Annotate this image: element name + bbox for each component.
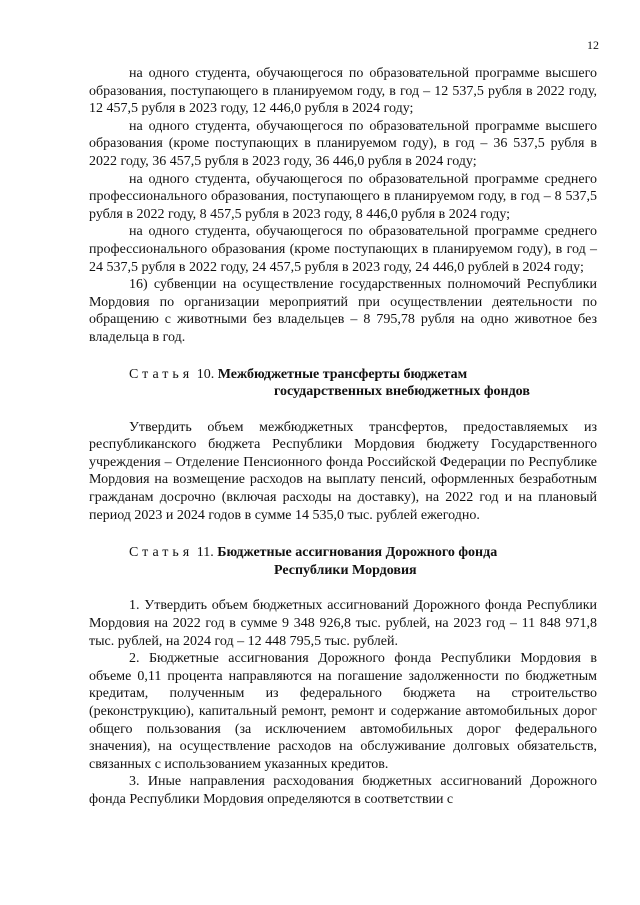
article-10-text: Утвердить объем межбюджетных трансфертов, предоставляемых из республиканского бюджета Республики Мордовия бюджету Государственного учреждения – Отделение Пенсионного фонда Российской Федерации по Республике Мордовия на возмещение расходов на выплату пенсий, оформленных безработным гражданам досрочно (включая расходы на доставку), на 2022 год и на плановый период 2023 и 2024 годов в сумме 14 535,0 тыс. рублей ежегодно. (89, 419, 597, 523)
article-11-title-line2: Республики Мордовия (274, 562, 417, 578)
article-11-item-3: 3. Иные направления расходования бюджетных ассигнований Дорожного фонда Республики Мордовия определяются в соответствии с (89, 774, 597, 807)
article-10-label: Статья (129, 366, 194, 382)
article-11-heading (89, 544, 597, 579)
article-11-number: 11. (196, 545, 214, 561)
paragraph-student-higher-continuing: на одного студента, обучающегося по образовательной программе высшего образования (кроме поступающих в планируемом году), в год – 36 537,5 рубля в 2022 году, 36 457,5 рубля в 2023 году, 36 446,0 рубля в 2024 году; (89, 118, 597, 169)
document-body (89, 65, 597, 809)
article-10-number: 10. (196, 366, 215, 382)
page-number: 12 (587, 38, 599, 52)
paragraph-student-higher-new: на одного студента, обучающегося по образовательной программе высшего образования, поступающего в планируемом году, в год – 12 537,5 рубля в 2022 году, 12 457,5 рубля в 2023 году, 12 446,0 рубля в 2024 году; (89, 66, 597, 117)
article-11-title-line1: Бюджетные ассигнования Дорожного фонда (217, 545, 498, 561)
paragraph-student-vocational-continuing: на одного студента, обучающегося по образовательной программе среднего профессионального образования (кроме поступающих в планируемом году), в год – 24 537,5 рубля в 2022 году, 24 457,5 рубля в 2023 году, 24 446,0 рублей в 2024 году; (89, 224, 597, 275)
article-11-item-1: 1. Утвердить объем бюджетных ассигнований Дорожного фонда Республики Мордовия на 2022 год в сумме 9 348 926,8 тыс. рублей, на 2023 год – 11 848 971,8 тыс. рублей, на 2024 год – 12 448 795,5 тыс. рублей. (89, 598, 597, 649)
paragraph-student-vocational-new: на одного студента, обучающегося по образовательной программе среднего профессионального образования, поступающего в планируемом году, в год – 8 537,5 рубля в 2022 году, 8 457,5 рубля в 2023 году, 8 446,0 рубля в 2024 году; (89, 171, 597, 222)
article-11-item-2: 2. Бюджетные ассигнования Дорожного фонда Республики Мордовия в объеме 0,11 процента направляются на погашение задолженности по бюджетным кредитам, полученным из федерального бюджета на строительство (реконструкцию), капитальный ремонт, ремонт и содержание автомобильных дорог общего пользования (за исключением автомобильных дорог федерального значения), на осуществление расходов на обслуживание долговых обязательств, связанных с использованием указанных кредитов. (89, 651, 597, 772)
paragraph-subvention-animals: 16) субвенции на осуществление государственных полномочий Республики Мордовия по организации мероприятий при осуществлении деятельности по обращению с животными без владельцев – 8 795,78 рубля на одно животное без владельца в год. (89, 277, 597, 345)
article-10-heading (89, 366, 597, 401)
article-10-title-line2: государственных внебюджетных фондов (274, 384, 530, 400)
article-10-title-line1: Межбюджетные трансферты бюджетам (217, 366, 468, 382)
article-11-label: Статья (129, 545, 194, 561)
